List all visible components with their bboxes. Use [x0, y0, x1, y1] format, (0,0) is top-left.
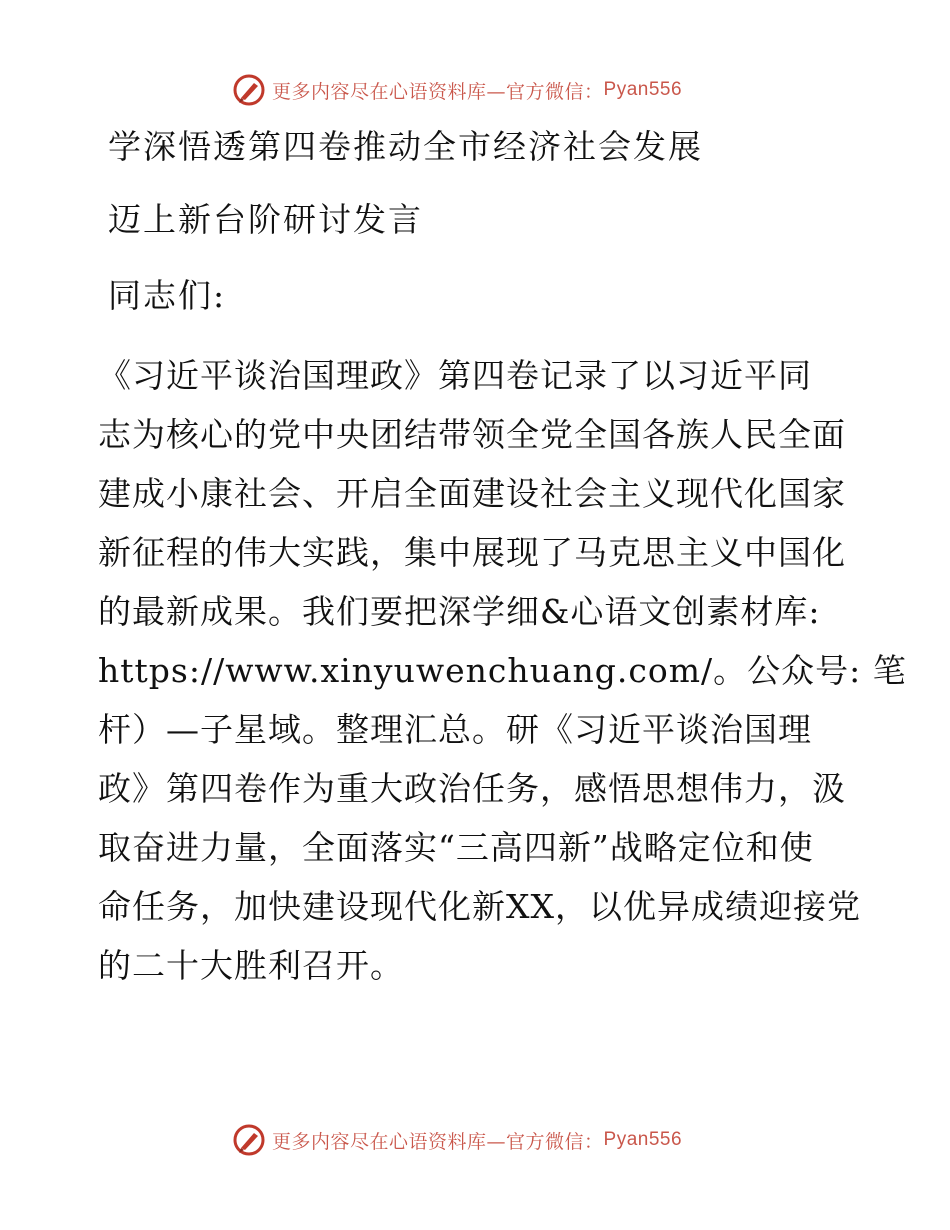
header-watermark [232, 70, 732, 110]
pen-logo-icon [232, 73, 266, 107]
body-line: 杆）—子星域。整理汇总。研《习近平谈治国理 [98, 710, 812, 749]
document-title-line-2: 迈上新台阶研讨发言 [108, 200, 423, 239]
watermark-text: 更多内容尽在心语资料库—官方微信： [272, 80, 604, 103]
watermark-wechat-id: Pyan556 [603, 79, 683, 100]
body-line: 新征程的伟大实践，集中展现了马克思主义中国化 [98, 533, 846, 572]
watermark-text: 更多内容尽在心语资料库—官方微信： [272, 1130, 604, 1153]
footer-watermark [232, 1120, 732, 1160]
body-line: 《习近平谈治国理政》第四卷记录了以习近平同 [98, 356, 812, 395]
body-line: https://www.xinyuwenchuang.com/。公众号: 笔 [98, 651, 907, 690]
body-line: 命任务，加快建设现代化新XX，以优异成绩迎接党 [98, 887, 861, 926]
body-line: 建成小康社会、开启全面建设社会主义现代化国家 [98, 474, 846, 513]
body-line: 志为核心的党中央团结带领全党全国各族人民全面 [98, 415, 846, 454]
body-paragraph [98, 346, 907, 995]
pen-logo-icon [232, 1123, 266, 1157]
document-title-line-1: 学深悟透第四卷推动全市经济社会发展 [108, 127, 703, 166]
body-line: 的最新成果。我们要把深学细&心语文创素材库: [98, 592, 821, 631]
body-line: 取奋进力量，全面落实“三高四新”战略定位和使 [98, 828, 814, 867]
salutation: 同志们: [108, 276, 227, 315]
watermark-wechat-id: Pyan556 [603, 1129, 683, 1150]
body-line: 政》第四卷作为重大政治任务，感悟思想伟力，汲 [98, 769, 846, 808]
body-line: 的二十大胜利召开。 [98, 946, 404, 985]
